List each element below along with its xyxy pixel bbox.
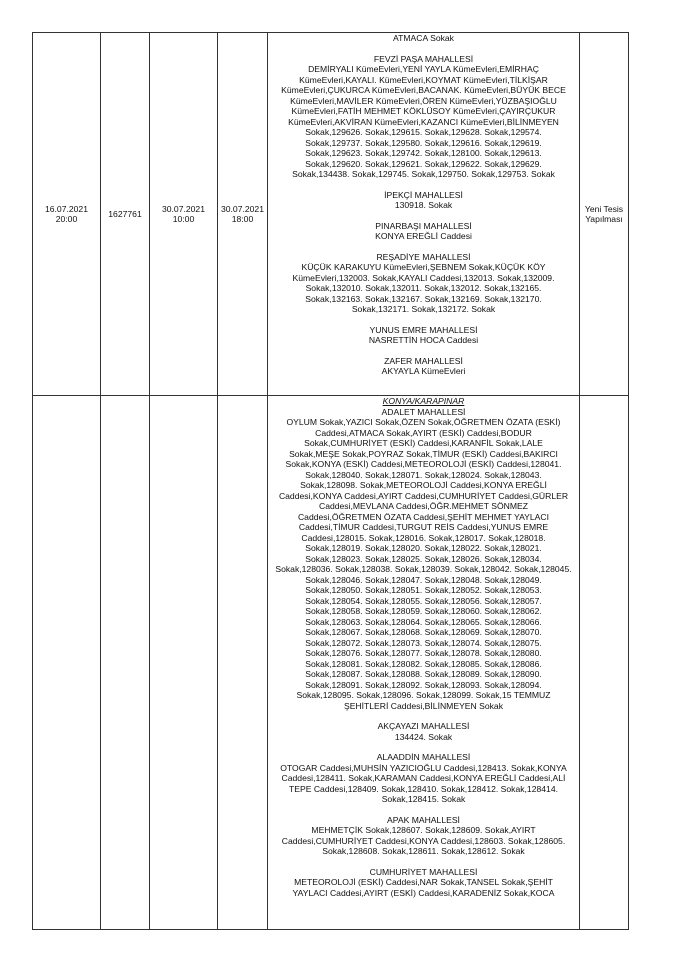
street-list-line: Caddesi,128411. Sokak,KARAMAN Caddesi,KONYA EREĞLİ Caddesi,ALİ [281, 773, 566, 783]
street-list-line: MEHMETÇİK Sokak,128607. Sokak,128609. Sokak,AYIRT [311, 825, 536, 835]
street-list-line: KümeEvleri,AKVİRAN KümeEvleri,KAZANCI KümeEvleri,BİLİNMEYEN [288, 116, 559, 127]
neighbourhood-title: FEVZİ PAŞA MAHALLESİ [373, 53, 474, 64]
street-list-line: OTOGAR Caddesi,MUHSİN YAZICIOĞLU Caddesi,128413. Sokak,KONYA [280, 762, 567, 773]
street-list-line: 130918. Sokak [394, 200, 453, 210]
neighbourhood-block [268, 252, 579, 315]
street-list-line: Caddesi,TİMUR Caddesi,TURGUT REİS Caddesi,YUNUS EMRE [298, 522, 549, 532]
neighbourhood-block [268, 325, 579, 346]
street-list-line: KümeEvleri,FATİH MEHMET KÖKLÜSOY KümeEvleri,ÇAYIRÇUKUR [291, 106, 556, 116]
end-datetime-cell [150, 396, 218, 930]
street-list-line: Sokak,128072. Sokak,128073. Sokak,128074. Sokak,128075. [305, 637, 542, 648]
neighbourhood-block [268, 721, 579, 742]
street-list-line: Sokak,128087. Sokak,128088. Sokak,128089. Sokak,128090. [305, 669, 542, 679]
neighbourhood-title: İPEKÇİ MAHALLESİ [384, 189, 463, 200]
street-list-line: Sokak,128076. Sokak,128077. Sokak,128078. Sokak,128080. [305, 648, 542, 658]
neighbourhood-block [268, 54, 579, 180]
reason-cell [580, 396, 629, 930]
start-date: 16.07.2021 [44, 203, 88, 214]
street-list-line: KümeEvleri,KAYALI. KümeEvleri,KOYMAT KümeEvleri,TİLKİŞAR [299, 74, 548, 85]
street-list-line: Caddesi,MEVLANA Caddesi,ÖĞR.MEHMET SÖNMEZ [318, 501, 528, 511]
street-list-line: OYLUM Sokak,YAZICI Sokak,ÖZEN Sokak,ÖĞRETMEN ÖZATA (ESKİ) [286, 417, 561, 427]
affected-areas-cell [268, 33, 580, 396]
street-list-line: Caddesi,CUMHURİYET Caddesi,KONYA Caddesi,128603. Sokak,128605. [281, 835, 566, 846]
street-list-line: Caddesi,ATMACA Sokak,AYIRT (ESKİ) Caddesi,BODUR [315, 427, 532, 438]
street-list-line: Sokak,128050. Sokak,128051. Sokak,128052. Sokak,128053. [305, 585, 542, 595]
street-list-line: Sokak,132010. Sokak,132011. Sokak,132012. Sokak,132165. [305, 283, 542, 293]
reason-line-1: Yeni Tesis [584, 203, 624, 214]
neighbourhood-block [268, 815, 579, 857]
street-list-line: NASRETTİN HOCA Caddesi [368, 335, 479, 345]
street-list-line: Caddesi,128015. Sokak,128016. Sokak,128017. Sokak,128018. [301, 532, 546, 543]
street-list-line: YAYLACI Caddesi,AYIRT (ESKİ) Caddesi,KARADENİZ Sokak,KOCA [292, 887, 555, 898]
street-list-line: Sokak,128063. Sokak,128064. Sokak,128065. Sokak,128066. [305, 616, 542, 627]
street-list-line: KÜÇÜK KARAKUYU KümeEvleri,ŞEBNEM Sokak,KÜÇÜK KÖY [301, 262, 546, 272]
neighbourhood-title: ALAADDİN MAHALLESİ [376, 752, 471, 762]
affected-areas-cell [268, 396, 580, 930]
street-list-line: METEOROLOJİ (ESKİ) Caddesi,NAR Sokak,TANSEL Sokak,ŞEHİT [294, 877, 553, 887]
street-list-line: Caddesi,KONYA Caddesi,AYIRT Caddesi,CUMHURİYET Caddesi,GÜRLER [278, 490, 569, 501]
street-list-line: Sokak,128415. Sokak [381, 794, 466, 804]
street-list-line: Sokak,128046. Sokak,128047. Sokak,128048. Sokak,128049. [305, 574, 542, 585]
neighbourhood-block [268, 407, 579, 712]
street-list-line: ATMACA Sokak [393, 33, 454, 43]
start-datetime-cell [33, 396, 101, 930]
neighbourhood-block [268, 33, 579, 44]
neighbourhood-title: YUNUS EMRE MAHALLESİ [369, 324, 478, 335]
street-list-line: Sokak,CUMHURİYET (ESKİ) Caddesi,KARANFİL Sokak,LALE [304, 438, 543, 448]
street-list-line: Sokak,132163. Sokak,132167. Sokak,132169. Sokak,132170. [305, 293, 542, 304]
neighbourhood-title: CUMHURİYET MAHALLESİ [369, 866, 478, 877]
province-district: KONYA/KARAPINAR [382, 396, 465, 406]
street-list-line: Sokak,128058. Sokak,128059. Sokak,128060. Sokak,128062. [305, 606, 542, 616]
neighbourhood-title: REŞADİYE MAHALLESİ [376, 251, 471, 262]
neighbourhood-block [268, 221, 579, 242]
end-date: 30.07.2021 [161, 203, 205, 214]
street-list-line: Sokak,128081. Sokak,128082. Sokak,128085. Sokak,128086. [305, 658, 542, 669]
street-list-line: Sokak,134438. Sokak,129745. Sokak,129750. Sokak,129753. Sokak [292, 169, 555, 179]
end2-date: 30.07.2021 [220, 203, 264, 214]
end2-datetime-cell [218, 396, 268, 930]
neighbourhood-title: ADALET MAHALLESİ [381, 406, 466, 417]
outage-id: 1627761 [108, 208, 142, 219]
street-list-line: Sokak,128098. Sokak,METEOROLOJİ Caddesi,KONYA EREĞLİ [300, 480, 547, 490]
street-list-line: KümeEvleri,MAVİLER KümeEvleri,ÖREN KümeEvleri,YÜZBAŞIOĞLU [290, 95, 557, 106]
street-list-line: Sokak,128040. Sokak,128071. Sokak,128024. Sokak,128043. [305, 469, 542, 480]
street-list-line: 134424. Sokak [394, 731, 453, 742]
outage-id-cell [101, 396, 150, 930]
street-list-line: AKYAYLA KümeEvleri [381, 366, 466, 376]
street-list-line: Sokak,129737. Sokak,129580. Sokak,129616. Sokak,129619. [305, 137, 542, 148]
reason-cell [580, 33, 629, 396]
street-list-line: Sokak,128095. Sokak,128096. Sokak,128099. Sokak,15 TEMMUZ [296, 690, 551, 700]
end-datetime-cell [150, 33, 218, 396]
outage-table [32, 32, 629, 930]
end2-time: 18:00 [231, 214, 254, 224]
street-list-line: TEPE Caddesi,128409. Sokak,128410. Sokak,128412. Sokak,128414. [289, 783, 558, 794]
end2-datetime-cell [218, 33, 268, 396]
street-list-line: Sokak,128054. Sokak,128055. Sokak,128056. Sokak,128057. [305, 595, 542, 606]
street-list-line: Sokak,KONYA (ESKİ) Caddesi,METEOROLOJİ (ESKİ) Caddesi,128041. [285, 459, 562, 469]
outage-id-cell [101, 33, 150, 396]
table-row [33, 396, 629, 930]
street-list-line: Sokak,128067. Sokak,128068. Sokak,128069. Sokak,128070. [305, 627, 542, 637]
neighbourhood-title: AKÇAYAZI MAHALLESİ [377, 721, 470, 731]
neighbourhood-title: PINARBAŞI MAHALLESİ [375, 220, 472, 231]
neighbourhood-block [268, 190, 579, 211]
street-list-line: Sokak,129626. Sokak,129615. Sokak,129628. Sokak,129574. [305, 127, 542, 137]
neighbourhood-block [268, 867, 579, 899]
neighbourhood-block [268, 356, 579, 377]
street-list-line: Sokak,129620. Sokak,129621. Sokak,129622. Sokak,129629. [305, 158, 542, 169]
start-time: 20:00 [55, 214, 78, 224]
street-list-line: KümeEvleri,132003. Sokak,KAYALI Caddesi,132013. Sokak,132009. [292, 272, 555, 283]
street-list-line: ŞEHİTLERİ Caddesi,BİLİNMEYEN Sokak [343, 700, 504, 711]
street-list-line: Sokak,128091. Sokak,128092. Sokak,128093. Sokak,128094. [305, 679, 542, 690]
street-list-line: Sokak,129623. Sokak,129742. Sokak,128100. Sokak,129613. [305, 148, 542, 158]
street-list-line: Sokak,128019. Sokak,128020. Sokak,128022. Sokak,128021. [305, 543, 542, 553]
street-list-line: Sokak,128023. Sokak,128025. Sokak,128026. Sokak,128034. [305, 553, 542, 564]
table-row [33, 33, 629, 396]
street-list-line: DEMİRYALI KümeEvleri,YENİ YAYLA KümeEvleri,EMİRHAÇ [308, 64, 539, 74]
street-list-line: KONYA EREĞLİ Caddesi [375, 231, 472, 241]
street-list-line: Sokak,132171. Sokak,132172. Sokak [351, 304, 496, 314]
street-list-line: Sokak,128608. Sokak,128611. Sokak,128612. Sokak [322, 846, 525, 856]
street-list-line: KümeEvleri,ÇUKURCA KümeEvleri,BACANAK. KümeEvleri,BÜYÜK BECE [281, 85, 566, 95]
street-list-line: Caddesi,ÖĞRETMEN ÖZATA Caddesi,ŞEHİT MEHMET YAYLACI [297, 511, 550, 522]
street-list-line: Sokak,MEŞE Sokak,POYRAZ Sokak,TİMUR (ESKİ) Caddesi,BAKIRCI [289, 448, 558, 459]
end-time: 10:00 [172, 214, 195, 224]
start-datetime-cell [33, 33, 101, 396]
neighbourhood-block [268, 752, 579, 805]
neighbourhood-title: APAK MAHALLESİ [387, 814, 460, 825]
street-list-line: Sokak,128036. Sokak,128038. Sokak,128039. Sokak,128042. Sokak,128045. [275, 564, 572, 574]
reason-line-2: Yapılması [585, 214, 623, 224]
neighbourhood-title: ZAFER MAHALLESİ [384, 355, 463, 366]
